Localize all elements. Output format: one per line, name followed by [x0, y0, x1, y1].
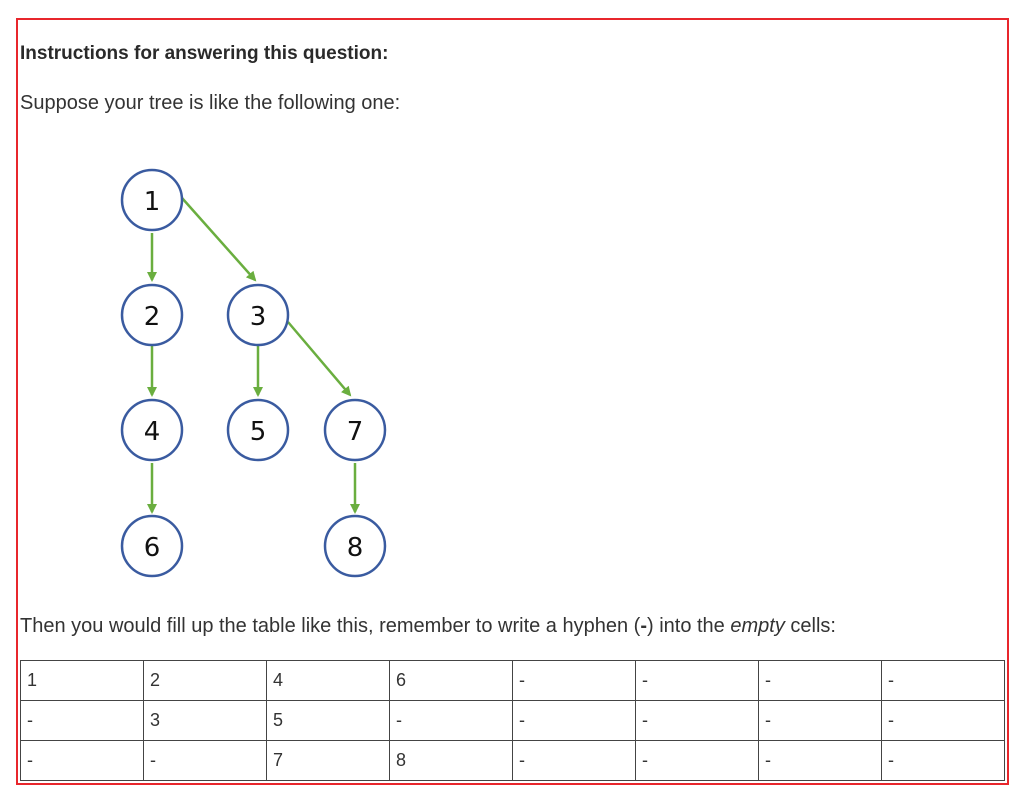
svg-text:8: 8	[346, 533, 364, 563]
table-instruction	[20, 615, 836, 638]
note-middle: ) into the	[646, 615, 731, 637]
svg-text:4: 4	[143, 417, 161, 447]
tree-node-3	[228, 285, 288, 345]
table-cell: -	[513, 701, 636, 741]
svg-text:5: 5	[249, 417, 267, 447]
svg-text:2: 2	[143, 302, 161, 332]
table-cell: -	[882, 701, 1005, 741]
table-cell: 6	[390, 661, 513, 701]
table-cell: 1	[21, 661, 144, 701]
table-row	[21, 701, 1005, 741]
table-cell: 2	[144, 661, 267, 701]
table-cell: 5	[267, 701, 390, 741]
tree-node-4	[122, 400, 182, 460]
tree-diagram	[100, 150, 420, 590]
table-cell: -	[21, 701, 144, 741]
tree-node-2	[122, 285, 182, 345]
note-hyphen: -	[640, 615, 647, 637]
tree-node-1	[122, 170, 182, 230]
table-cell: -	[759, 701, 882, 741]
note-emphasis: empty	[730, 615, 785, 637]
svg-text:6: 6	[143, 533, 161, 563]
table-cell: -	[636, 741, 759, 781]
table-cell: 8	[390, 741, 513, 781]
tree-node-6	[122, 516, 182, 576]
example-answer-table	[20, 660, 1005, 781]
tree-node-7	[325, 400, 385, 460]
table-row	[21, 741, 1005, 781]
table-cell: -	[390, 701, 513, 741]
tree-node-8	[325, 516, 385, 576]
table-cell: -	[636, 661, 759, 701]
svg-text:3: 3	[249, 302, 267, 332]
note-before: Then you would fill up the table like this, remember to write a hyphen (	[20, 615, 641, 637]
table-cell: -	[759, 661, 882, 701]
svg-text:7: 7	[346, 417, 364, 447]
table-cell: 4	[267, 661, 390, 701]
table-cell: -	[759, 741, 882, 781]
table-cell: -	[882, 661, 1005, 701]
instructions-heading: Instructions for answering this question:	[20, 43, 389, 64]
table-cell: 7	[267, 741, 390, 781]
note-after: cells:	[784, 615, 836, 637]
edge-3-7	[288, 322, 350, 395]
intro-text: Suppose your tree is like the following one:	[20, 92, 401, 114]
table-cell: -	[513, 741, 636, 781]
edge-1-3	[182, 198, 255, 280]
table-row	[21, 661, 1005, 701]
table-cell: -	[21, 741, 144, 781]
table-cell: -	[882, 741, 1005, 781]
table-cell: -	[144, 741, 267, 781]
table-cell: -	[513, 661, 636, 701]
table-cell: 3	[144, 701, 267, 741]
table-cell: -	[636, 701, 759, 741]
tree-node-5	[228, 400, 288, 460]
svg-text:1: 1	[143, 187, 161, 217]
